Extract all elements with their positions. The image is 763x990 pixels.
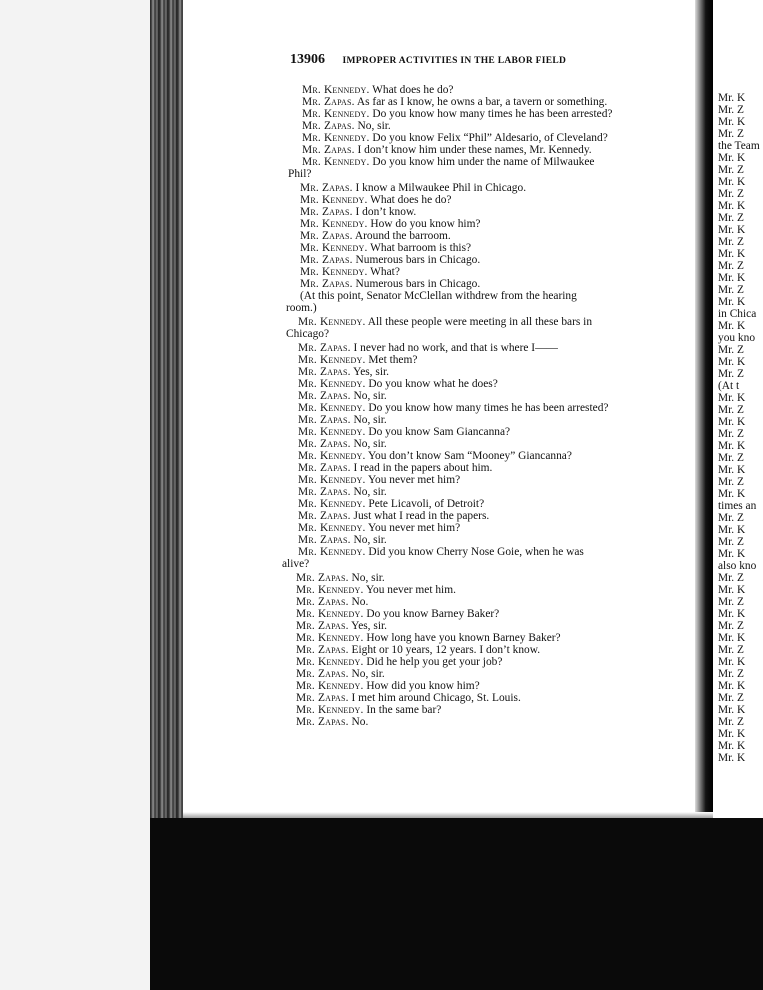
facing-page-line: Mr. Z [718, 236, 744, 248]
transcript-line [298, 342, 558, 354]
transcript-line [298, 390, 387, 402]
speaker-label: Mr. Kennedy. [300, 194, 368, 206]
transcript-line [300, 230, 451, 242]
facing-page-line: in Chica [718, 308, 757, 320]
facing-page-line: Mr. Z [718, 284, 744, 296]
scanner-bed [150, 818, 763, 990]
facing-page-line: Mr. K [718, 440, 746, 452]
speaker-label: Mr. Zapas. [296, 620, 349, 632]
transcript-line [302, 156, 594, 168]
transcript-line [300, 266, 400, 278]
line-text: Numerous bars in Chicago. [352, 278, 481, 290]
line-text: Chicago? [286, 328, 330, 340]
facing-page-line: Mr. K [718, 656, 746, 668]
speaker-label: Mr. Kennedy. [296, 680, 364, 692]
transcript-line [298, 450, 572, 462]
speaker-label: Mr. Kennedy. [302, 84, 370, 96]
line-text: Yes, sir. [348, 620, 387, 632]
transcript-line [300, 254, 480, 266]
line-text: You never met him? [365, 522, 461, 534]
transcript-line [298, 510, 489, 522]
transcript-line [298, 522, 460, 534]
facing-page-line: Mr. K [718, 272, 746, 284]
speaker-label: Mr. Zapas. [298, 438, 351, 450]
line-text: No, sir. [350, 486, 387, 498]
speaker-label: Mr. Kennedy. [298, 546, 366, 558]
line-text: In the same bar? [363, 704, 442, 716]
facing-page-line: Mr. K [718, 680, 746, 692]
line-text: As far as I know, he owns a bar, a tavern or something. [354, 96, 608, 108]
transcript-line [300, 218, 480, 230]
facing-page-line: Mr. K [718, 152, 746, 164]
speaker-label: Mr. Kennedy. [296, 704, 364, 716]
line-text: No, sir. [354, 120, 391, 132]
scan-shadow [0, 0, 150, 990]
line-text: No, sir. [350, 390, 387, 402]
speaker-label: Mr. Zapas. [298, 414, 351, 426]
speaker-label: Mr. Zapas. [298, 366, 351, 378]
transcript-line [296, 632, 561, 644]
transcript-line [298, 486, 387, 498]
speaker-label: Mr. Kennedy. [298, 522, 366, 534]
transcript-line [296, 608, 499, 620]
facing-page-line: Mr. K [718, 632, 746, 644]
transcript-line [302, 120, 391, 132]
speaker-label: Mr. Zapas. [302, 144, 355, 156]
speaker-label: Mr. Kennedy. [300, 218, 368, 230]
transcript-line [296, 668, 385, 680]
line-text: Do you know how many times he has been arrested? [369, 108, 613, 120]
transcript-line [298, 438, 387, 450]
facing-page-line: Mr. K [718, 752, 746, 764]
facing-page-line: Mr. K [718, 200, 746, 212]
transcript-line [302, 144, 592, 156]
transcript-line [302, 108, 612, 120]
speaker-label: Mr. Zapas. [302, 96, 355, 108]
transcript-line [298, 426, 510, 438]
facing-page-line: Mr. K [718, 416, 746, 428]
facing-page-line: Mr. K [718, 728, 746, 740]
transcript-line [300, 242, 471, 254]
facing-page-line: (At t [718, 380, 740, 392]
transcript-line [282, 558, 309, 570]
facing-page-line: Mr. K [718, 524, 746, 536]
facing-page-line: Mr. Z [718, 692, 744, 704]
facing-page-line: also kno [718, 560, 757, 572]
speaker-label: Mr. Zapas. [296, 572, 349, 584]
facing-page-line: Mr. K [718, 740, 746, 752]
speaker-label: Mr. Kennedy. [298, 426, 366, 438]
facing-page-line: Mr. K [718, 392, 746, 404]
facing-page-line: Mr. Z [718, 668, 744, 680]
speaker-label: Mr. Kennedy. [298, 354, 366, 366]
line-text: alive? [282, 558, 310, 570]
line-text: No, sir. [348, 572, 385, 584]
facing-page-line: Mr. Z [718, 344, 744, 356]
line-text: All these people were meeting in all these bars in [365, 316, 593, 328]
line-text: What does he do? [367, 194, 452, 206]
transcript-line [298, 378, 498, 390]
transcript-line [298, 354, 417, 366]
line-text: Did he help you get your job? [363, 656, 503, 668]
line-text: Pete Licavoli, of Detroit? [365, 498, 485, 510]
speaker-label: Mr. Zapas. [296, 644, 349, 656]
transcript-line [296, 596, 368, 608]
line-text: Do you know Felix “Phil” Aldesario, of Cleveland? [369, 132, 608, 144]
line-text: Yes, sir. [350, 366, 389, 378]
line-text: How do you know him? [367, 218, 481, 230]
facing-page-line: Mr. K [718, 356, 746, 368]
line-text: I know a Milwaukee Phil in Chicago. [352, 182, 527, 194]
facing-page-line: you kno [718, 332, 756, 344]
facing-page-line: Mr. Z [718, 260, 744, 272]
facing-page-line: Mr. K [718, 92, 746, 104]
line-text: Just what I read in the papers. [350, 510, 490, 522]
transcript-line [298, 462, 492, 474]
facing-page-line: Mr. Z [718, 620, 744, 632]
line-text: (At this point, Senator McClellan withdrew from the hearing [300, 290, 577, 302]
line-text: room.) [286, 302, 317, 314]
line-text: I don’t know him under these names, Mr. Kennedy. [354, 144, 592, 156]
speaker-label: Mr. Zapas. [298, 486, 351, 498]
line-text: What barroom is this? [367, 242, 472, 254]
transcript-line [296, 644, 540, 656]
line-text: I met him around Chicago, St. Louis. [348, 692, 521, 704]
transcript-line [300, 194, 451, 206]
facing-page-line: Mr. Z [718, 476, 744, 488]
page-number: 13906 [290, 52, 325, 67]
speaker-label: Mr. Kennedy. [300, 242, 368, 254]
speaker-label: Mr. Kennedy. [298, 316, 366, 328]
line-text: Eight or 10 years, 12 years. I don’t know. [348, 644, 541, 656]
facing-page-line: Mr. K [718, 296, 746, 308]
speaker-label: Mr. Kennedy. [296, 632, 364, 644]
page-header [290, 52, 566, 68]
line-text: No. [348, 596, 369, 608]
speaker-label: Mr. Zapas. [296, 668, 349, 680]
speaker-label: Mr. Kennedy. [302, 156, 370, 168]
running-title: IMPROPER ACTIVITIES IN THE LABOR FIELD [342, 56, 567, 66]
facing-page-line: Mr. Z [718, 164, 744, 176]
transcript-line [288, 168, 311, 180]
facing-page-line: Mr. Z [718, 572, 744, 584]
facing-page-line: Mr. Z [718, 368, 744, 380]
transcript-line [296, 620, 387, 632]
speaker-label: Mr. Zapas. [300, 206, 353, 218]
speaker-label: Mr. Kennedy. [298, 498, 366, 510]
transcript-line [296, 704, 441, 716]
facing-page-line: Mr. Z [718, 452, 744, 464]
speaker-label: Mr. Kennedy. [296, 608, 364, 620]
facing-page-line: Mr. Z [718, 188, 744, 200]
facing-page-line: Mr. K [718, 248, 746, 260]
transcript-line [296, 716, 368, 728]
line-text: Phil? [288, 168, 312, 180]
facing-page-line: Mr. Z [718, 536, 744, 548]
transcript-line [286, 302, 317, 314]
facing-page-line: Mr. K [718, 608, 746, 620]
transcript-line [296, 692, 521, 704]
transcript-line [302, 84, 453, 96]
speaker-label: Mr. Zapas. [302, 120, 355, 132]
transcript-line [298, 316, 592, 328]
facing-page-line: Mr. Z [718, 404, 744, 416]
transcript-line [298, 402, 608, 414]
speaker-label: Mr. Zapas. [298, 462, 351, 474]
line-text: I don’t know. [352, 206, 417, 218]
line-text: What? [367, 266, 400, 278]
line-text: You never met him. [363, 584, 456, 596]
speaker-label: Mr. Kennedy. [298, 474, 366, 486]
facing-page-line: Mr. Z [718, 212, 744, 224]
line-text: No, sir. [350, 438, 387, 450]
facing-page-line: Mr. K [718, 116, 746, 128]
line-text: No, sir. [350, 414, 387, 426]
transcript-line [298, 414, 387, 426]
transcript-line [298, 498, 484, 510]
line-text: Do you know him under the name of Milwaukee [369, 156, 595, 168]
facing-page-line: Mr. Z [718, 596, 744, 608]
facing-page-line: Mr. K [718, 224, 746, 236]
transcript-line [298, 534, 387, 546]
facing-page-line: Mr. Z [718, 128, 744, 140]
transcript-line [298, 546, 584, 558]
line-text: Met them? [365, 354, 418, 366]
facing-page-line: Mr. K [718, 704, 746, 716]
line-text: Do you know Sam Giancanna? [365, 426, 511, 438]
speaker-label: Mr. Kennedy. [298, 378, 366, 390]
speaker-label: Mr. Zapas. [298, 390, 351, 402]
speaker-label: Mr. Kennedy. [300, 266, 368, 278]
line-text: Did you know Cherry Nose Goie, when he was [365, 546, 584, 558]
speaker-label: Mr. Kennedy. [296, 584, 364, 596]
transcript-line [296, 572, 385, 584]
book-gutter [695, 0, 713, 830]
speaker-label: Mr. Zapas. [296, 596, 349, 608]
line-text: Do you know what he does? [365, 378, 498, 390]
line-text: Do you know Barney Baker? [363, 608, 500, 620]
facing-page-line: Mr. Z [718, 512, 744, 524]
line-text: Numerous bars in Chicago. [352, 254, 481, 266]
speaker-label: Mr. Kennedy. [302, 132, 370, 144]
speaker-label: Mr. Zapas. [298, 534, 351, 546]
speaker-label: Mr. Kennedy. [296, 656, 364, 668]
facing-page-line: Mr. K [718, 176, 746, 188]
transcript-line [296, 680, 480, 692]
transcript-line [300, 278, 480, 290]
transcript-line [300, 182, 526, 194]
facing-page-line: times an [718, 500, 757, 512]
transcript-line [302, 96, 607, 108]
transcript-line [296, 584, 456, 596]
transcript-line [300, 290, 577, 302]
line-text: I read in the papers about him. [350, 462, 493, 474]
line-text: Do you know how many times he has been arrested? [365, 402, 609, 414]
facing-page-line: Mr. K [718, 488, 746, 500]
facing-page-line: Mr. K [718, 464, 746, 476]
speaker-label: Mr. Zapas. [298, 342, 351, 354]
line-text: What does he do? [369, 84, 454, 96]
facing-page-line: Mr. K [718, 320, 746, 332]
line-text: Around the barroom. [352, 230, 451, 242]
facing-page-line: Mr. Z [718, 104, 744, 116]
speaker-label: Mr. Zapas. [300, 182, 353, 194]
speaker-label: Mr. Zapas. [296, 692, 349, 704]
line-text: You never met him? [365, 474, 461, 486]
transcript-line [300, 206, 416, 218]
speaker-label: Mr. Kennedy. [298, 402, 366, 414]
speaker-label: Mr. Zapas. [300, 278, 353, 290]
speaker-label: Mr. Zapas. [298, 510, 351, 522]
line-text: No, sir. [348, 668, 385, 680]
facing-page-line: Mr. Z [718, 716, 744, 728]
facing-page-line: Mr. K [718, 584, 746, 596]
speaker-label: Mr. Kennedy. [298, 450, 366, 462]
line-text: You don’t know Sam “Mooney” Giancanna? [365, 450, 572, 462]
line-text: I never had no work, and that is where I—— [350, 342, 558, 354]
transcript-line [302, 132, 608, 144]
speaker-label: Mr. Zapas. [300, 230, 353, 242]
line-text: How long have you known Barney Baker? [363, 632, 561, 644]
facing-page-line: the Team [718, 140, 760, 152]
speaker-label: Mr. Kennedy. [302, 108, 370, 120]
line-text: No, sir. [350, 534, 387, 546]
facing-page-line: Mr. K [718, 548, 746, 560]
transcript-line [298, 366, 389, 378]
speaker-label: Mr. Zapas. [296, 716, 349, 728]
transcript-line [296, 656, 502, 668]
transcript-line [298, 474, 460, 486]
facing-page-line: Mr. Z [718, 428, 744, 440]
transcript-line [286, 328, 329, 340]
line-text: No. [348, 716, 369, 728]
speaker-label: Mr. Zapas. [300, 254, 353, 266]
line-text: How did you know him? [363, 680, 480, 692]
facing-page-line: Mr. Z [718, 644, 744, 656]
